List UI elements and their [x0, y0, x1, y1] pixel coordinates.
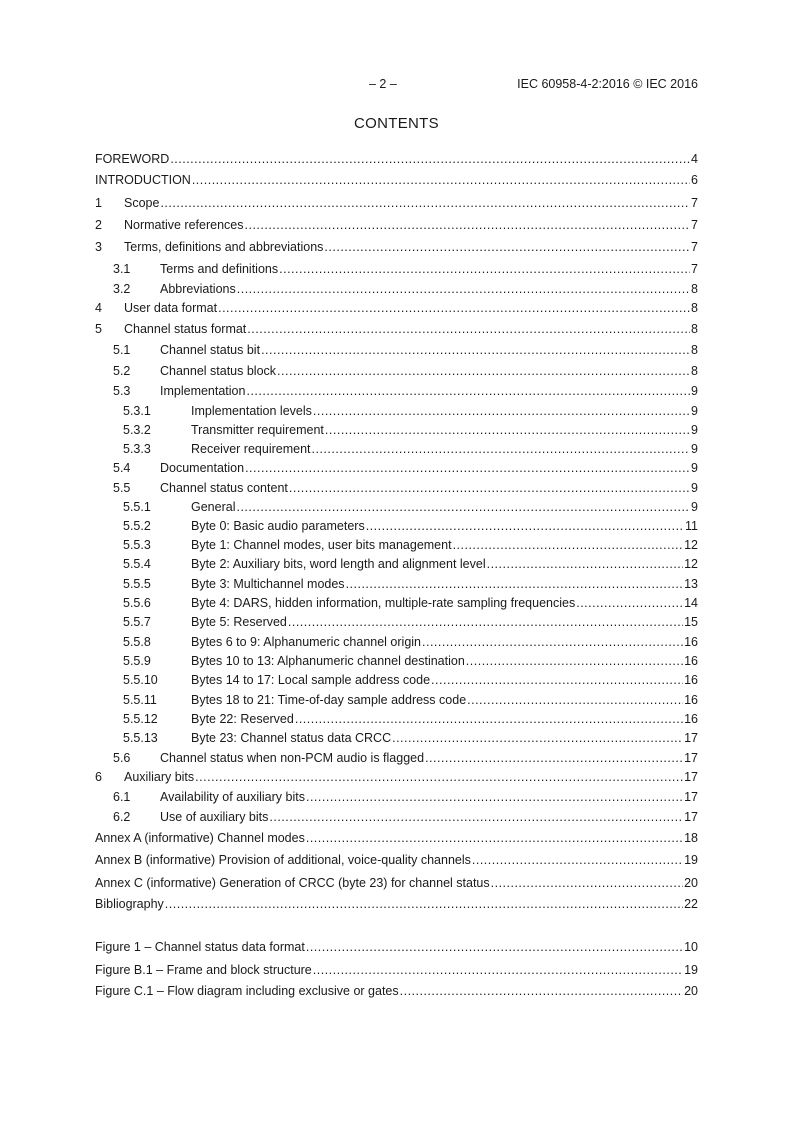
- toc-entry-title: Byte 3: Multichannel modes: [191, 577, 345, 591]
- toc-entry-page: 9: [691, 481, 698, 495]
- toc-entry-title: Bytes 14 to 17: Local sample address code: [191, 673, 431, 687]
- dot-leader: [170, 152, 690, 166]
- toc-entry-number: 5.3.1: [123, 404, 151, 418]
- toc-entry-title: Byte 23: Channel status data CRCC: [191, 731, 392, 745]
- dot-leader: [431, 673, 683, 687]
- toc-entry-title: Availability of auxiliary bits: [160, 790, 305, 804]
- dot-leader: [269, 810, 683, 824]
- dot-leader: [245, 218, 691, 232]
- toc-entry-number: 5.5.7: [123, 615, 151, 629]
- toc-entry-page: 12: [684, 538, 698, 552]
- toc-entry-number: 6: [95, 770, 102, 784]
- dot-leader: [306, 790, 683, 804]
- toc-entry-title: Receiver requirement: [191, 442, 311, 456]
- toc-entry-number: 5.4: [113, 461, 131, 475]
- dot-leader: [245, 461, 690, 475]
- toc-entry-number: 5.1: [113, 343, 131, 357]
- toc-entry-number: 5.3: [113, 384, 131, 398]
- toc-entry-number: 5.5.10: [123, 673, 158, 687]
- toc-entry-title: Figure 1 – Channel status data format: [95, 940, 305, 954]
- toc-entry-page: 19: [684, 853, 698, 867]
- toc-entry-title: Byte 2: Auxiliary bits, word length and alignment level: [191, 557, 486, 571]
- toc-entry-title: Channel status format: [124, 322, 247, 336]
- toc-entry-page: 9: [691, 423, 698, 437]
- toc-entry-number: 2: [95, 218, 102, 232]
- toc-entry-title: Annex A (informative) Channel modes: [95, 831, 305, 845]
- dot-leader: [313, 404, 690, 418]
- toc-entry-page: 9: [691, 442, 698, 456]
- dot-leader: [237, 282, 690, 296]
- toc-entry-title: INTRODUCTION: [95, 173, 191, 187]
- toc-entry-number: 5.5.13: [123, 731, 158, 745]
- toc-entry-page: 4: [691, 152, 698, 166]
- dot-leader: [306, 831, 683, 845]
- dot-leader: [425, 751, 683, 765]
- toc-entry-number: 5.5.8: [123, 635, 151, 649]
- toc-entry-number: 3: [95, 240, 102, 254]
- toc-entry-page: 17: [684, 790, 698, 804]
- toc-entry-title: Channel status block: [160, 364, 277, 378]
- dot-leader: [312, 442, 691, 456]
- dot-leader: [289, 481, 690, 495]
- dot-leader: [400, 984, 683, 998]
- toc-entry-page: 16: [684, 693, 698, 707]
- toc-entry-page: 20: [684, 876, 698, 890]
- toc-entry-title: Byte 22: Reserved: [191, 712, 294, 726]
- toc-entry-title: User data format: [124, 301, 218, 315]
- toc-entry-number: 5.5.1: [123, 500, 151, 514]
- dot-leader: [576, 596, 683, 610]
- toc-entry-page: 6: [691, 173, 698, 187]
- dot-leader: [165, 897, 683, 911]
- toc-entry-number: 5.5.12: [123, 712, 158, 726]
- toc-entry-number: 4: [95, 301, 102, 315]
- toc-entry-title: Implementation levels: [191, 404, 312, 418]
- toc-entry-number: 5.5.5: [123, 577, 151, 591]
- toc-entry-page: 8: [691, 343, 698, 357]
- dot-leader: [261, 343, 690, 357]
- toc-entry-page: 8: [691, 282, 698, 296]
- toc-entry-title: Figure C.1 – Flow diagram including exclusive or gates: [95, 984, 399, 998]
- toc-entry-page: 9: [691, 404, 698, 418]
- dot-leader: [288, 615, 683, 629]
- toc-entry-title: Abbreviations: [160, 282, 236, 296]
- toc-entry-page: 14: [684, 596, 698, 610]
- toc-entry-page: 9: [691, 500, 698, 514]
- toc-entry-page: 20: [684, 984, 698, 998]
- toc-entry-title: Bytes 6 to 9: Alphanumeric channel origin: [191, 635, 421, 649]
- toc-entry-page: 8: [691, 364, 698, 378]
- toc-entry-number: 5.5.2: [123, 519, 151, 533]
- toc-entry-title: Byte 0: Basic audio parameters: [191, 519, 365, 533]
- toc-entry-number: 6.1: [113, 790, 131, 804]
- dot-leader: [467, 693, 683, 707]
- toc-entry-number: 5.5.3: [123, 538, 151, 552]
- dot-leader: [422, 635, 683, 649]
- toc-entry-title: Scope: [124, 196, 160, 210]
- toc-entry-page: 16: [684, 673, 698, 687]
- toc-entry-title: Terms, definitions and abbreviations: [124, 240, 324, 254]
- toc-entry-title: Figure B.1 – Frame and block structure: [95, 963, 312, 977]
- toc-entry-page: 16: [684, 712, 698, 726]
- toc-entry-number: 3.1: [113, 262, 131, 276]
- toc-entry-title: Channel status when non-PCM audio is flagged: [160, 751, 425, 765]
- toc-entry-number: 5.5.4: [123, 557, 151, 571]
- document-id: IEC 60958-4-2:2016 © IEC 2016: [517, 77, 698, 91]
- dot-leader: [466, 654, 683, 668]
- toc-entry-page: 8: [691, 322, 698, 336]
- toc-entry-page: 9: [691, 384, 698, 398]
- toc-entry-title: Byte 1: Channel modes, user bits management: [191, 538, 452, 552]
- toc-entry-page: 17: [684, 810, 698, 824]
- toc-entry-number: 5.3.3: [123, 442, 151, 456]
- toc-entry-title: Implementation: [160, 384, 246, 398]
- dot-leader: [491, 876, 683, 890]
- toc-entry-number: 3.2: [113, 282, 131, 296]
- dot-leader: [453, 538, 684, 552]
- dot-leader: [295, 712, 683, 726]
- dot-leader: [247, 322, 690, 336]
- dot-leader: [160, 196, 690, 210]
- toc-entry-page: 22: [684, 897, 698, 911]
- toc-entry-page: 10: [684, 940, 698, 954]
- toc-entry-title: Documentation: [160, 461, 245, 475]
- toc-entry-title: FOREWORD: [95, 152, 170, 166]
- dot-leader: [392, 731, 683, 745]
- dot-leader: [236, 500, 690, 514]
- toc-entry-number: 5.5: [113, 481, 131, 495]
- toc-entry-page: 7: [691, 240, 698, 254]
- toc-entry-number: 5.5.9: [123, 654, 151, 668]
- toc-entry-title: Bytes 18 to 21: Time-of-day sample address code: [191, 693, 467, 707]
- toc-entry-number: 5.5.6: [123, 596, 151, 610]
- toc-entry-page: 8: [691, 301, 698, 315]
- toc-entry-page: 18: [684, 831, 698, 845]
- dot-leader: [195, 770, 683, 784]
- dot-leader: [246, 384, 690, 398]
- toc-entry-page: 11: [685, 519, 698, 533]
- dot-leader: [487, 557, 683, 571]
- toc-entry-number: 5: [95, 322, 102, 336]
- dot-leader: [279, 262, 690, 276]
- toc-entry-page: 16: [684, 654, 698, 668]
- toc-entry-page: 13: [684, 577, 698, 591]
- toc-entry-title: Bytes 10 to 13: Alphanumeric channel destination: [191, 654, 465, 668]
- toc-entry-page: 19: [684, 963, 698, 977]
- toc-entry-page: 7: [691, 196, 698, 210]
- toc-entry-page: 17: [684, 731, 698, 745]
- dot-leader: [313, 963, 683, 977]
- toc-entry-page: 7: [691, 262, 698, 276]
- toc-entry-title: Channel status bit: [160, 343, 261, 357]
- toc-entry-number: 5.3.2: [123, 423, 151, 437]
- toc-entry-page: 12: [684, 557, 698, 571]
- dot-leader: [277, 364, 690, 378]
- toc-entry-title: Use of auxiliary bits: [160, 810, 269, 824]
- toc-entry-title: Bibliography: [95, 897, 164, 911]
- toc-entry-page: 7: [691, 218, 698, 232]
- toc-entry-number: 1: [95, 196, 102, 210]
- dot-leader: [325, 423, 690, 437]
- toc-entry-number: 5.2: [113, 364, 131, 378]
- toc-entry-title: Terms and definitions: [160, 262, 279, 276]
- toc-entry-page: 9: [691, 461, 698, 475]
- toc-entry-page: 16: [684, 635, 698, 649]
- toc-entry-title: Annex C (informative) Generation of CRCC (byte 23) for channel status: [95, 876, 490, 890]
- toc-entry-title: Byte 4: DARS, hidden information, multiple-rate sampling frequencies: [191, 596, 576, 610]
- toc-entry-page: 17: [684, 751, 698, 765]
- toc-entry-page: 17: [684, 770, 698, 784]
- dot-leader: [366, 519, 684, 533]
- toc-entry-title: Annex B (informative) Provision of additional, voice-quality channels: [95, 853, 471, 867]
- toc-entry-number: 5.5.11: [123, 693, 157, 707]
- toc-entry-number: 6.2: [113, 810, 131, 824]
- dot-leader: [324, 240, 690, 254]
- dot-leader: [218, 301, 690, 315]
- dot-leader: [346, 577, 684, 591]
- toc-entry-title: Transmitter requirement: [191, 423, 324, 437]
- toc-entry-title: Normative references: [124, 218, 244, 232]
- dot-leader: [306, 940, 683, 954]
- dot-leader: [192, 173, 690, 187]
- toc-entry-title: Channel status content: [160, 481, 288, 495]
- contents-title: CONTENTS: [354, 115, 439, 132]
- page-number: – 2 –: [369, 77, 397, 91]
- dot-leader: [472, 853, 683, 867]
- toc-entry-page: 15: [684, 615, 698, 629]
- toc-entry-title: General: [191, 500, 236, 514]
- toc-entry-title: Auxiliary bits: [124, 770, 195, 784]
- toc-entry-number: 5.6: [113, 751, 131, 765]
- toc-entry-title: Byte 5: Reserved: [191, 615, 287, 629]
